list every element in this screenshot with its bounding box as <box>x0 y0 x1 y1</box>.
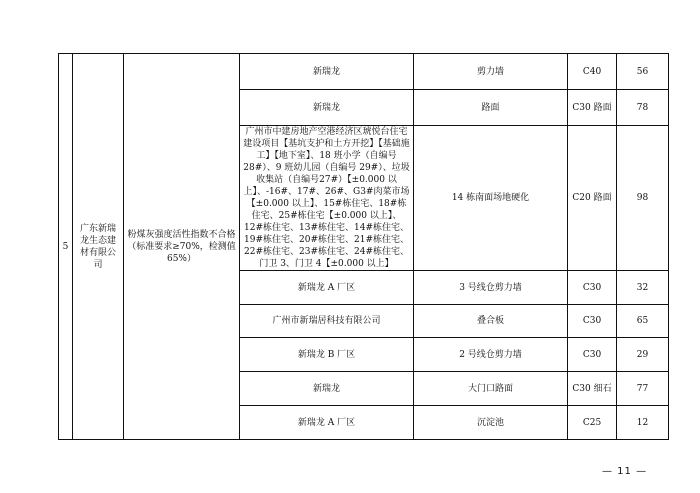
project-cell: 新瑞龙 <box>240 90 414 126</box>
quantity-cell: 77 <box>617 372 669 406</box>
part-cell: 大门口路面 <box>414 372 568 406</box>
grade-cell: C25 <box>568 406 617 440</box>
company-cell: 广东新瑞龙生态建材有限公司 <box>73 54 124 440</box>
quantity-cell: 98 <box>617 126 669 271</box>
project-cell: 新瑞龙 <box>240 372 414 406</box>
project-cell: 广州市新瑞居科技有限公司 <box>240 305 414 338</box>
part-cell: 2 号线仓剪力墙 <box>414 338 568 372</box>
part-cell: 剪力墙 <box>414 54 568 90</box>
page-number: — 11 — <box>602 466 648 477</box>
grade-cell: C30 路面 <box>568 90 617 126</box>
grade-cell: C30 <box>568 305 617 338</box>
project-cell: 新瑞龙 A 厂区 <box>240 406 414 440</box>
grade-cell: C30 <box>568 338 617 372</box>
inspection-table <box>58 53 669 440</box>
project-cell: 新瑞龙 A 厂区 <box>240 271 414 305</box>
grade-cell: C20 路面 <box>568 126 617 271</box>
quantity-cell: 65 <box>617 305 669 338</box>
quantity-cell: 32 <box>617 271 669 305</box>
part-cell: 14 栋南面场地硬化 <box>414 126 568 271</box>
part-cell: 沉淀池 <box>414 406 568 440</box>
grade-cell: C30 细石 <box>568 372 617 406</box>
quantity-cell: 56 <box>617 54 669 90</box>
table-row <box>59 54 669 90</box>
grade-cell: C30 <box>568 271 617 305</box>
quantity-cell: 29 <box>617 338 669 372</box>
part-cell: 叠合板 <box>414 305 568 338</box>
project-cell: 新瑞龙 B 厂区 <box>240 338 414 372</box>
project-cell: 新瑞龙 <box>240 54 414 90</box>
grade-cell: C40 <box>568 54 617 90</box>
row-index-cell: 5 <box>59 54 73 440</box>
part-cell: 路面 <box>414 90 568 126</box>
quantity-cell: 12 <box>617 406 669 440</box>
quantity-cell: 78 <box>617 90 669 126</box>
part-cell: 3 号线仓剪力墙 <box>414 271 568 305</box>
issue-cell: 粉煤灰强度活性指数不合格（标准要求≥70%，检测值65%） <box>124 54 240 440</box>
project-cell: 广州市中建房地产空港经济区琥悦台住宅建设项目【基坑支护和土方开挖】【基础施工】【地下室】、18 班小学（自编号 28#）、9 班幼儿园（自编号 29#）、垃圾收集站（自编号27#）【±0.000 以上】、-16#、17#、26#、G3#肉菜市场【±0.000 以上】、15#栋住宅、18#栋住宅、25#栋住宅【±0.000 以上】、12#栋住宅、13#栋住宅、14#栋住宅、19#栋住宅、20#栋住宅、21#栋住宅、22#栋住宅、23#栋住宅、24#栋住宅、门卫 3、门卫 4【±0.000 以上】 <box>240 126 414 271</box>
